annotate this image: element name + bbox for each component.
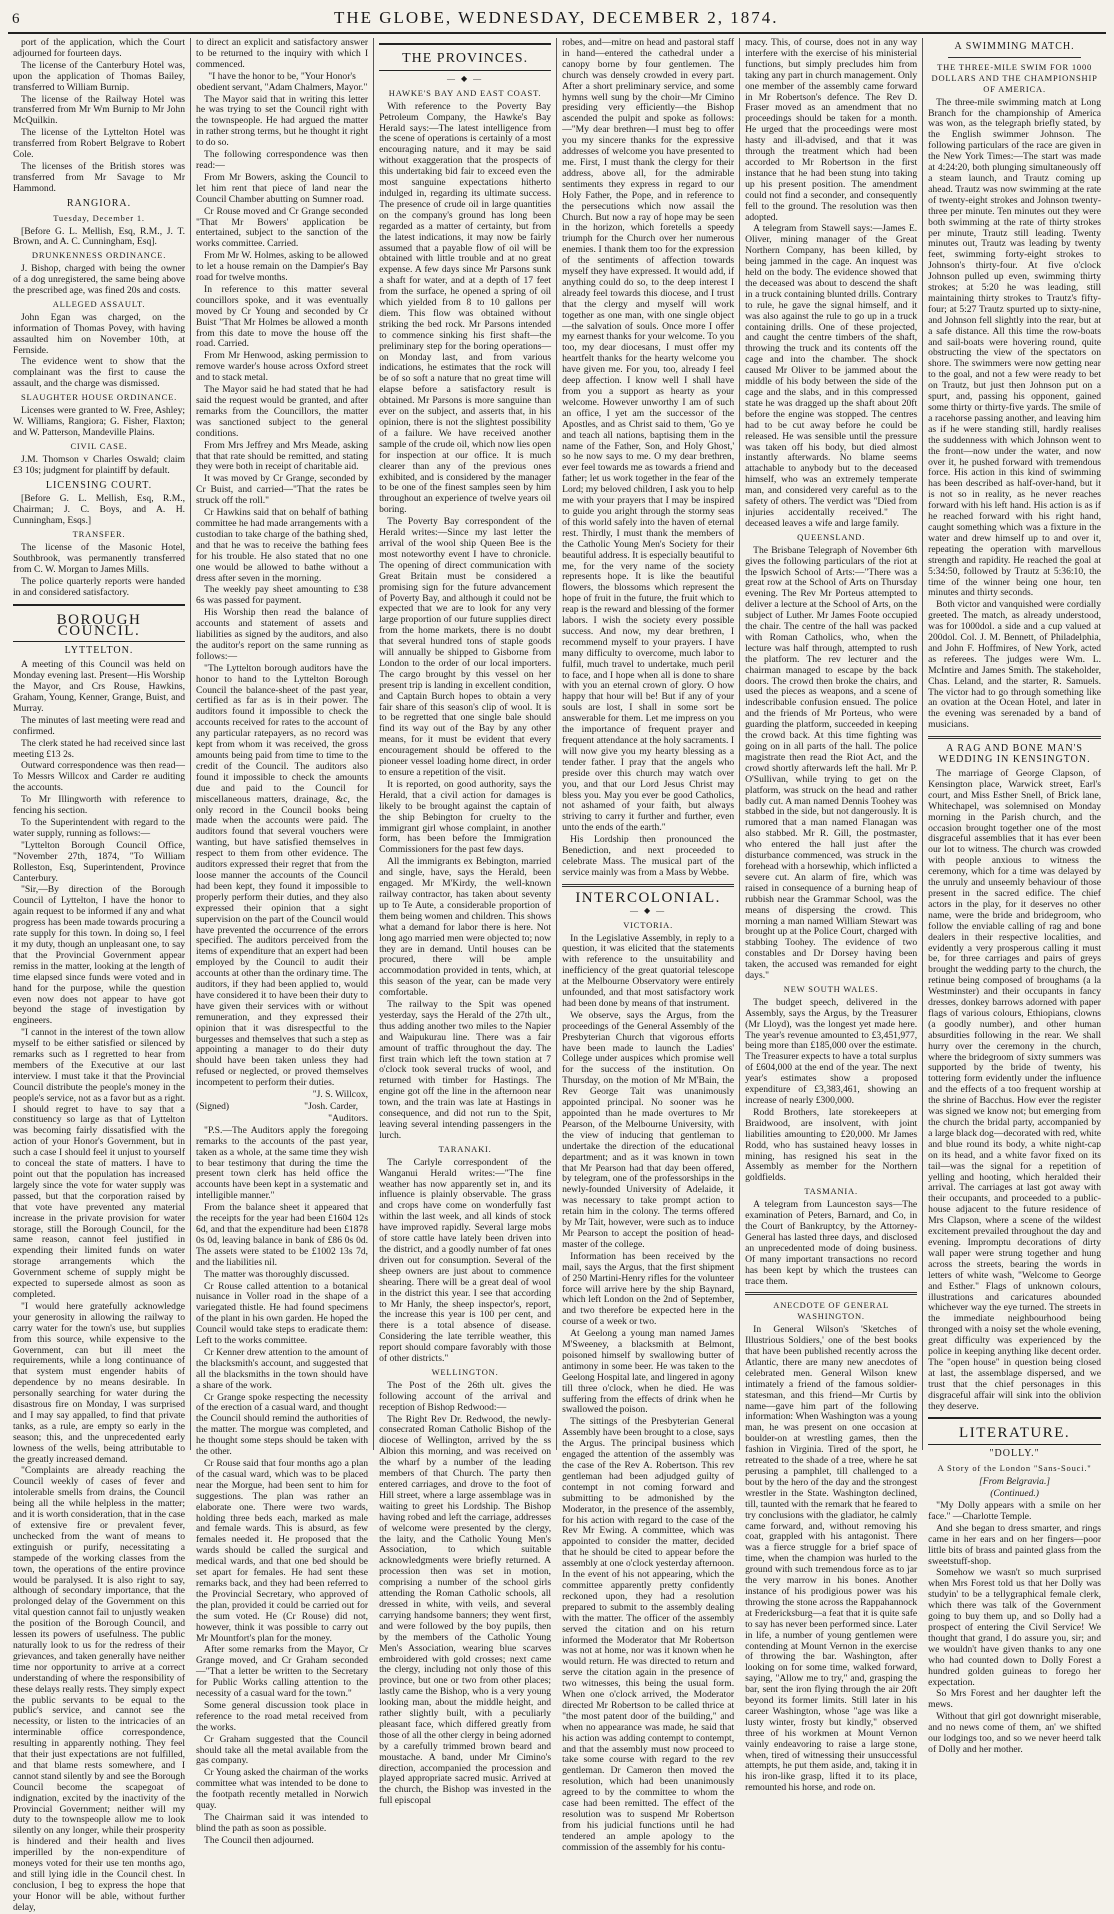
subheading: THE THREE-MILE SWIM FOR 1000 DOLLARS AND THE CHAMPIONSHIP OF AMERICA. xyxy=(931,61,1098,94)
signed-label xyxy=(196,1102,368,1113)
paragraph: In reference to this matter several councillors spoke, and it was eventually moved by Cr Young and seconded by Cr Buist "That Mr Holmes be allowed a month from this date to move the house off the road. Carried. xyxy=(196,283,369,350)
paragraph: Cr Rouse called attention to a botanical nuisance in Voller road in the shape of a variegated thistle. He had found specimens of the plant in his own garden. He hoped the Council would take steps to eradicate them: Left to the works committee. xyxy=(196,1280,369,1347)
paragraph: "P.S.—The Auditors apply the foregoing remarks to the accounts of the past year, taken as a whole, at the same time they wish to bear testimony that during the time the present town clerk has held office the accounts have been kept in a systematic and intelligible manner." xyxy=(196,1124,369,1202)
paragraph: With reference to the Poverty Bay Petroleum Company, the Hawke's Bay Herald says:—The latest intelligence from the scene of operations is certainly of a most encouraging nature, and it may be said without exaggeration that the prospects of this undertaking bid fair to exceed even the most sanguine expectations hitherto indulged in, regarding its ultimate success. The presence of crude oil in large quantities on the company's ground has long been regarded as a matter of certainty, but from the latest indications, it may now be fairly assumed that a payable flow of oil will be obtained with little trouble and at no great expense. A few days since Mr Parsons sunk a shaft for water, and at a depth of 17 feet from the surface, he opened a spring of oil which yielded from 8 to 10 gallons per diem. This flow was obtained without striking the bed rock. Mr Parsons intended to commence sinking his first shaft—the preliminary step for the boring operations—on Monday last, and from various indications, he estimates that the rock will be of so soft a nature that no great time will elapse before a satisfactory result is obtained. Mr Parsons is more sanguine than ever on the subject, and asserts that, in his opinion, there is not the slightest possibility of a failure. We have received another sample of the crude oil, which now lies open for inspection at our office. It is much clearer than any of the previous ones exhibited, and is considered by the manager to be one of the finest samples seen by him throughout an experience of twelve years oil boring. xyxy=(379,100,552,516)
paragraph: "The Lyttelton borough auditors have the honor to hand to the Lyttelton Borough Council the balance-sheet of the past year, certified as far as is in their power. The auditors found it impossible to check the accounts received for rates to the account of any particular ratepayers, as no record was kept from whom it was received, the gross amounts being paid from time to time to the credit of the Council. The auditors also found it impossible to check the amounts due and paid to the Council for miscellaneous matters, drainage, &c, the only record in the Council books being made when the accounts were paid. The auditors found that several vouchers were wanting, but have satisfied themselves in respect to them from other evidence. The auditors expressed their regret that from the loose manner the accounts of the Council had been kept, they found it impossible to properly perform their duties, and they also expressed their opinion that a sight supervision on the part of the Council would have prevented the occurrence of the errors specified. The auditors perceived from the items of expenditure that an expert had been employed by the Council to audit their accounts at other than the ordinary time. The auditors, if they had been applied to, would have considered it to have been their duty to have given their services with or without remuneration, and they expressed their opinion that it was disrespectful to the burgesses and themselves that such a step as appointing a manager to do their duty should have been taken unless they had refused or neglected, or proved themselves incompetent to perform their duties. xyxy=(196,662,369,1089)
paragraph: His Worship then read the balance of accounts and statement of assets and liabilities as signed by the auditors, and also the auditor's report on the same running as follows:— xyxy=(196,607,369,662)
paragraph: From Mr Bowers, asking the Council to let him rent that piece of land near the Council Chamber abutting on Sumner road. xyxy=(196,171,369,205)
column-1 xyxy=(8,37,191,1913)
heading-intercolonial: INTERCOLONIAL. xyxy=(575,889,721,906)
subheading: ANECDOTE OF GENERAL WASHINGTON. xyxy=(773,1300,890,1322)
paragraph: From the balance sheet it appeared that the receipts for the year had been £1604 12s 6d, and that the expenditure had been £1878 0s 0d, leaving balance in bank of £86 0s 0d. The assets were stated to be £1002 13s 7d, and the liabilities nil. xyxy=(196,1202,369,1268)
dateline: Tuesday, December 1. xyxy=(53,212,145,223)
paragraph: So Mrs Forest and her daughter left the mews. xyxy=(928,1688,1102,1711)
paragraph: From Mr W. Holmes, asking to be allowed to let a house remain on the Dampier's Bay road for twelve months. xyxy=(196,250,369,284)
continued-line: (Continued.) xyxy=(990,1488,1039,1500)
paragraph: All the immigrants ex Bebington, married and single, have, says the Herald, been engaged. Mr M'Kirdy, the well-known railway contractor, has taken about seventy up to Te Aute, a considerable proportion of them being women and children. This shows what a demand for labor there is here. Not long ago married men were objected to; now they are in demand. Until houses can be procured, there will be ample accommodation provided in tents, which, at this season of the year, can be made very comfortable. xyxy=(379,856,552,999)
signature: "J. S. Willcox, xyxy=(312,1089,369,1101)
paragraph: To Mr Illingworth with reference to fencing his section. xyxy=(13,794,186,817)
paragraph: "My Dolly appears with a smile on her face." —Charlotte Temple. xyxy=(928,1500,1102,1522)
subheading: CIVIL CASE. xyxy=(70,440,128,451)
paragraph: The Mayor said he had stated that he had said the request would be granted, and after remarks from the Councillors, the matter was sanctioned subject to the general conditions. xyxy=(196,384,369,439)
columns xyxy=(8,37,1106,1913)
heading-rag-and-bone: A RAG AND BONE MAN'S WEDDING IN KENSINGTON. xyxy=(938,743,1091,766)
paragraph: The Post of the 26th ult. gives the following account of the arrival and reception of Bishop Redwood:— xyxy=(379,1379,552,1413)
paragraph: The licenses of the British stores was transferred from Mr Savage to Mr Hammond. xyxy=(13,160,186,194)
paragraph: The clerk stated he had received since last meeting £13 2s. xyxy=(13,737,186,760)
newspaper-title: THE GLOBE, WEDNESDAY, DECEMBER 2, 1874. xyxy=(333,8,779,27)
heading-literature: LITERATURE. xyxy=(959,1425,1071,1442)
paragraph: The following correspondence was then read:— xyxy=(196,149,369,171)
heading-licensing-court: LICENSING COURT. xyxy=(45,479,153,491)
paragraph: J. Bishop, charged with being the owner of a dog unregistered, the same being above the prescribed age, was fined 20s and costs. xyxy=(13,263,186,297)
paragraph: The Chairman said it was intended to blind the path as soon as possible. xyxy=(196,1812,369,1834)
paragraph: Cr Hawkins said that on behalf of bathing committee he had made arrangements with a custodian to take charge of the bathing shed, and that he was to receive the bathing fees for his trouble. He also stated that no one one would be allowed to bathe without a dress after seven in the morning. xyxy=(196,507,369,584)
paragraph: The Mayor said that in writing this letter he was trying to set the Council right with the townspeople. He had argued the matter in rather strong terms, but he thought it right to do so. xyxy=(196,93,369,149)
paragraph: To the Superintendent with regard to the water supply, running as follows:— xyxy=(13,817,186,839)
paragraph: It is reported, on good authority, says the Herald, that a civil action for damages is likely to be brought against the captain of the ship Bebington for cruelty to the immigrant girl whose complaint, in another form, has been before the Immigration Commissioners for the past few days. xyxy=(379,778,552,856)
divider xyxy=(928,736,1101,739)
paragraph: A meeting of this Council was held on Monday evening last. Present—His Worship the Mayor, and Crs Rouse, Hawkins, Graham, Young, Kenner, Grange, Buist, and Murray. xyxy=(13,659,186,714)
paragraph: Without that girl got downright miserable, and no news come of them, an' we shifted our lodgings too, and so we never heerd talk of Dolly and her mother. xyxy=(928,1711,1102,1755)
paragraph: The license of the Canterbury Hotel was, upon the application of Thomas Bailey, transferred to William Burnip. xyxy=(13,59,186,93)
paragraph: The police quarterly reports were handed in and considered satisfactory. xyxy=(13,575,186,598)
subheading: TASMANIA. xyxy=(804,1186,858,1197)
paragraph: From Mrs Jeffrey and Mrs Meade, asking that that rate should be remitted, and stating they were both in receipt of charitable aid. xyxy=(196,439,369,473)
paragraph: J.M. Thomson v Charles Oswald; claim £3 10s; judgment for plaintiff by default. xyxy=(13,453,186,476)
letter-signoff: "I have the honor to be, "Your Honor's obedient servant, "Adam Chalmers, Mayor." xyxy=(196,70,368,93)
subheading: TARANAKI. xyxy=(438,1143,492,1154)
subheading: TRANSFER. xyxy=(72,529,126,540)
heading-swimming-match: A SWIMMING MATCH. xyxy=(954,41,1075,52)
page-number: 6 xyxy=(12,11,21,27)
heading-lyttelton: LYTTELTON. xyxy=(64,645,134,657)
paragraph: "I cannot in the interest of the town allow myself to be either satisfied or silenced by remarks such as I regretted to hear from members of the Executive at our last interview. I must take it that the Provincial Council distribute the people's money in the people's service, not as a favor but as a right. I should regret to have to say that a constituency so large as that of Lyttelton was becoming fairly dissatisfied with the action of your Honor's Government, but in such a case I should feel it unjust to yourself to conceal the state of matters. I have to point out that the population has increased largely since the vote for water supply was passed, but that the corporation raised by that vote have prevented any material increase in the private provision for water storage, still the Borough Council, for the same reason, cannot feel justified in expending their limited funds on water storage arrangements which the Government scheme of supply might be expected to supersede almost as soon as completed. xyxy=(13,1027,186,1300)
paragraph: Licenses were granted to W. Free, Ashley; W. Williams, Rangiora; G. Fisher, Flaxton; and W. Patterson, Mandeville Plains. xyxy=(13,405,186,438)
paragraph: "Complaints are already reaching the Council weekly of cases of fever and intolerable smells from drains, the Council being all the while helpless in the matter; and it is worth consideration, that in the case of extensive fire or prevalent fever, unchecked from the want of means to extinguish or purify, necessitating a stampede of the working classes from the town, the operations of the entire province would be paralysed. It is also right to say, although of secondary importance, that the prolonged delay of the Government on this vital question cannot fail to unjustly weaken the position of the Borough Council, and lessen its powers of usefulness. The public naturally look to us for the redress of their grievances, and taken generally have neither time nor opportunity to arrive at a correct understanding of where the responsibility of these delays really rests. They simply expect the public servants to be equal to the public's service, and cannot see the necessity, or listen to the intricacies of an interminable office correspondence, resulting in apparently nothing. They feel that their just expectations are not fulfilled, and that blame rests somewhere, and I cannot stand silently by and see the Borough Council become the scapegoat of indignation, excited by the inactivity of the Provincial Government; neither will my duty to the townspeople allow me to look silently on any longer, while their prosperity is hindered and their health and lives imperilled by the non-expenditure of moneys voted for their use ten months ago, and still lying idle in the Council chest. In conclusion, I beg to express the hope that your Honor will be able, without further delay, xyxy=(13,1465,186,1913)
paragraph: The license of the Masonic Hotel, Southbrook, was permanently transferred from C. W. Morgan to James Mills. xyxy=(13,542,186,575)
signature: "Josh. Carder, xyxy=(304,1101,359,1112)
heading-borough-council: BOROUGH COUNCIL. xyxy=(56,611,142,639)
paragraph: A telegram from Launceston says—The examination of Peters, Barnard, and Co, in the Court of Bankruptcy, by the Attorney-General has lasted three days, and disclosed an unprecedented mode of doing business. Of many important transactions no record has been kept by which the trustees can trace them. xyxy=(745,1199,918,1287)
paragraph: Cr Graham suggested that the Council should take all the metal available from the gas company. xyxy=(196,1733,369,1767)
subheading: SLAUGHTER HOUSE ORDINANCE. xyxy=(20,392,178,403)
paragraph: His Lordship then pronounced the Benediction, and next proceeded to celebrate Mass. The musical part of the service mainly was from a Mass by Webbe. xyxy=(562,834,735,878)
paragraph: The Brisbane Telegraph of November 6th gives the following particulars of the riot at the Ipswich School of Arts:—"There was a great row at the School of Arts on Thursday evening. The Rev Mr Porteus attempted to deliver a lecture at the School of Arts, on the subject of Luther. Mr James Foote occupied the chair. The centre of the hall was packed with Roman Catholics, who, when the lecture was half through, attempted to rush the platform. The rev lecturer and the chairman managed to escape by the back doors. The crowd then broke the chairs, and used the pieces as weapons, and a scene of indescribable confusion ensued. The police and the friends of Mr Porteus, who were guarding the platform, succeeded in keeping the crowd back. At this time fighting was going on in all parts of the hall. The police magistrate then read the Riot Act, and the crowd shortly afterwards left the hall. Mr P. O'Sullivan, while trying to get on the platform, was struck on the head and rather badly cut. A man named Dennis Toohey was stabbed in the side, but not dangerously. It is rumored that a man named Flanagan was also stabbed. Mr R. Gill, the postmaster, who entered the hall just after the disturbance commenced, was struck in the forehead with a horsewhip, which inflicted a severe cut. An alarm of fire, which was raised in consequence of a burning heap of rubbish near the Grammar School, was the means of dispersing the crowd. This morning a man named William Stewart was brought up at the Police Court, charged with stabbing Toohey. The evidence of two constables and Dr Dorsey having been taken, the accused was remanded for eight days." xyxy=(745,544,918,982)
subheading: VICTORIA. xyxy=(623,919,673,930)
paragraph: The evidence went to show that the complainant was the first to cause the assault, and the charge was dismissed. xyxy=(13,356,186,390)
column-6 xyxy=(923,38,1106,1755)
paragraph: The Right Rev Dr. Redwood, the newly-consecrated Roman Catholic Bishop of the diocese of Wellington, arrived by the ss Albion this morning, and was received on the wharf by a number of the leading members of that Church. The party then entered carriages, and drove to the foot of Hill street, where a large assemblage was in waiting to greet his Lordship. The Bishop having robed and left the carriage, addresses of welcome were presented by the clergy, the laity, and the Catholic Young Men's Association, to which suitable acknowledgments were briefly returned. A procession then was set in motion, comprising a number of the school girls attending the Roman Catholic schools, all dressed in white, with veils, and several carrying handsome banners; they went first, and were followed by the boy pupils, then by the members of the Catholic Young Men's Association, wearing blue scarves embroidered with gold crosses; next came the clergy, including not only those of this province, but one or two from other places; lastly came the Bishop, who is a very young looking man, about the middle height, and rather slightly built, with a peculiarly pleasant face, which differed greatly from those of all the other clergy in being adorned by a carefully trimmed brown beard and moustache. A band, under Mr Cimino's direction, accompanied the procession and played appropriate sacred music. Arrived at the church, the Bishop was invested in the full episcopal xyxy=(379,1413,552,1807)
paragraph: The Poverty Bay correspondent of the Herald writes:—Since my last letter the arrival of the wool ship Queen Bee is the most noteworthy event I have to chronicle. The opening of direct communication with Great Britain must be considered a promising sign for the future advancement of Poverty Bay, and although it could not be expected that we are to look for any very large proportion of our future supplies direct from the home markets, there is no doubt that several hundred tons of staple goods will annually be shipped to Gisborne from London to the order of our local importers. The cargo brought by this vessel on her present trip is landing in excellent condition, and Captain Burch hopes to obtain a very fair share of this season's clip of wool. It is to be regretted that one single bale should find its way out of the Bay by any other means, for it must be evident that every encouragement should be offered to the pioneer vessel loading home direct, in order to ensure a repetition of the visit. xyxy=(379,516,552,778)
heading-rangiora: RANGIORA. xyxy=(66,197,132,209)
ornament-divider: — ◆ — xyxy=(447,73,484,83)
paragraph: Cr Rouse moved and Cr Grange seconded "That Mr Bowers' application be entertained, subject to the sanction of the works committee. Carried. xyxy=(196,205,369,250)
source-line: [From Belgravia.] xyxy=(979,1476,1051,1488)
paragraph: The matter was thoroughly discussed. xyxy=(204,1268,350,1280)
paragraph: robes, and—mitre on head and pastoral staff in hand—entered the cathedral under a canopy borne by four gentlemen. The church was densely crowded in every part. After a short preliminary service, and some hymns well sung by the choir—Mr Cimino presiding very efficiently—the Bishop ascended the pulpit and spoke as follows:—"My dear brethren—I must beg to offer you my sincere thanks for the expressive addresses of welcome you have presented to me. First, I must thank the clergy for their address, above all, for the admirable sentiments they express in regard to our Holy Father, the Pope, and in reference to the persecutions which now assail the Church. But now a ray of hope may be seen in the horizon, which foretells a speedy triumph for the Church over her numerous enemies. I thank them too for the expression of the sentiments of affection towards myself they have expressed. It would add, if anything could do so, to the deep interest I already feel towards this diocese, and I trust that the clergy and myself will work together as one man, with one single object—the salvation of souls. Once more I offer my earnest thanks for your welcome. To you too, my dear diocesans, I must offer my heartfelt thanks for the hearty welcome you have given me. For you, too, already I feel deep affection. I know well I shall have from you a support as hearty as your welcome. However unworthy I am of such an office, I yet am the successor of the Apostles, and as Christ said to them, 'Go ye and teach all nations, baptising them in the name of the Father, Son, and Holy Ghost,' so he now says to me. O my dear brethren, ever feel towards me as towards a friend and father; let us work together in the fear of the Lord; my beloved children, I ask you to help me with your prayers that I may be inspired to guide you aright through the stormy seas of this world safely into the haven of eternal rest. Thirdly, I must thank the members of the Catholic Young Men's Society for their beautiful address. It is especially beautiful to me, for the very name of the society represents hope. It is like the beautiful flowers, the blossoms which represent the hope of fruit in the future, the fruit which to reap is the reward and blessing of the former labors. I wish the society every possible success. And now, my dear brethren, I recommend myself to your prayers. I have many difficulty to overcome, much labor to fulfil, much travel to undertake, much peril to face, and I hope when all is done to share with you an eternal crown of glory. O how happy that hour will be! But if any of your souls are lost, I shall in some sort be answerable for them. Let me impress on you the importance of frequent prayer and frequent attendance at the holy sacraments. I will now give you my hearty blessing as a tender father. I pray that the angels who preside over this church may watch over you, and that our Lord Jesus Christ may bless you. May you ever be good Catholics, not ashamed of your faith, but always striving to carry it further and further, even unto the ends of the earth." xyxy=(562,37,735,834)
paragraph: Cr Rouse said that four months ago a plan of the casual ward, which was to be placed near the Morgue, had been sent to him for suggestions. The plan was rather an elaborate one. There were two wards, holding three beds each, marked as male and female wards. This is absurd, as few females needed it. He proposed that the wards should be called the surgical and medical wards, and that one bed should be set apart for females. He had sent these remarks back, and they had been referred to the Provincial Secretary, who approved of the plan, provided it could be carried out for the sum voted. He (Cr Rouse) did not, however, think it was possible to carry out Mr Mountfort's plan for the money. xyxy=(196,1458,369,1644)
divider xyxy=(948,57,1081,58)
paragraph: port of the application, which the Court adjourned for fourteen days. xyxy=(13,37,186,59)
paragraph: The license of the Railway Hotel was transferred from Mr Wm Burnip to Mr John McQuilkin. xyxy=(13,93,186,127)
subheading: ALLEGED ASSAULT. xyxy=(52,298,146,309)
paragraph: Cr Young asked the chairman of the works committee what was intended to be done to the footpath recently metalled in Norwich quay. xyxy=(196,1767,369,1812)
paragraph: In General Wilson's 'Sketches of Illustrious Soldiers,' one of the best books that have been published recently across the Atlantic, there are many new anecdotes of celebrated men. General Wilson knew intimately a friend of the famous soldier-statesman, and this friend—Mr Curtis by name—gave him part of the following information: When Washington was a young man, he was present on one occasion at boulder-on at wrestling games, then the fashion in Virginia. Tired of the sport, he retreated to the shade of a tree, where he sat perusing a pamphlet, till challenged to a bout by the hero of the day and the strongest wrestler in the State. Washington declined, till, taunted with the remark that he feared to try conclusions with the gladiator, he calmly came forward, and, without removing his coat, grappled with his antagonist. There was a fierce struggle for a brief space of time, when the champion was hurled to the ground with such tremendous force as to jar the very marrow in his bones. Another instance of his prodigious power was his throwing the stone across the Rappahannock at Fredericksburg—a feat that it is quite safe to say has never been performed since. Later in life, a number of young gentlemen were contending at Mount Vernon in the exercise of throwing the bar. Washington, after looking on for some time, walked forward, saying, "Allow me to try," and, grasping the bar, sent the iron flying through the air 20ft beyond its former limits. Still later in his career Washington, whose "age was like a lusty winter, frosty but kindly," observed three of his workmen at Mount Vernon vainly endeavoring to raise a large stone, when, tired of witnessing their unsuccessful attempts, he put them aside, and, taking it in his iron-like grasp, lifted it to its place, remounted his horse, and rode on. xyxy=(745,1324,918,1794)
signed-text: (Signed) xyxy=(196,1101,230,1112)
paragraph: "I would here gratefully acknowledge your generosity in allowing the railway to carry water for the town's use, but supplies from this source, while expensive to the Government, can but ill meet the requirements, while a long continuance of that system must engender habits of dependence by no means desirable. In personally searching for water during the disastrous fire on Monday, I was surprised and I may say appalled, to find that private tanks, as a rule, are empty so early in the season; this, and the unprecedented early lowness of the wells, being attributable to the greatly increased demand. xyxy=(13,1300,186,1465)
column-4 xyxy=(557,37,740,1853)
paragraph: [Before G. L. Mellish, Esq, R.M., J. T. Brown, and A. C. Cunningham, Esq]. xyxy=(13,225,186,248)
paragraph: We observe, says the Argus, from the proceedings of the General Assembly of the Presbyterian Church that vigorous efforts have been made to launch the Ladies' College under auspices which promise well for the success of the institution. On Thursday, on the motion of Mr M'Bain, the Rev George Tait was unanimously appointed principal. No sooner was he appointed than he made overtures to Mr Pearson, of the Melbourne University, with the view of inducing that gentleman to undertake the direction of the educational department; and as it was known in town that Mr Pearson had that day been offered, by telegram, one of the professorships in the newly-founded University of Adelaide, it was necessary to take prompt action to retain him in the colony. The terms offered by Mr Tait, however, were such as to induce Mr Pearson to accept the position of head-master of the college. xyxy=(562,1009,735,1250)
paragraph: John Egan was charged, on the information of Thomas Povey, with having assaulted him on November 10th, at Fernside. xyxy=(13,311,186,356)
subheading: QUEENSLAND. xyxy=(797,531,866,542)
story-title: "DOLLY." xyxy=(989,1448,1040,1460)
paragraph: It was moved by Cr Grange, seconded by Cr Buist, and carried—"That the rates be struck off the roll." xyxy=(196,473,369,507)
masthead xyxy=(8,6,1106,34)
signature: "Auditors. xyxy=(328,1112,369,1124)
paragraph: And she began to dress smarter, and rings came in her ears and on her fingers—poor little bits of brass and painted glass from the sweetstuff-shop. xyxy=(928,1522,1102,1567)
subheading: WELLINGTON. xyxy=(431,1366,499,1377)
ornament-divider: — ◆ — xyxy=(630,905,667,915)
paragraph: The railway to the Spit was opened yesterday, says the Herald of the 27th ult., thus adding another two miles to the Napier and Waipukurau line. There was a fair amount of traffic throughout the day. The first train which left the town station at 7 o'clock took several trucks of wool, and returned with timber for Hastings. The engine got off the line in the afternoon near town, and the train was late at Hastings in consequence, and did not run to the Spit, leaving several intending passengers in the lurch. xyxy=(379,999,552,1141)
paragraph: The minutes of last meeting were read and confirmed. xyxy=(13,714,186,737)
paragraph: [Before G. L. Mellish, Esq, R.M., Chairman; J. C. Boys, and A. H. Cunningham, Esqs.] xyxy=(13,493,186,527)
divider xyxy=(745,1292,917,1295)
heading-the-provinces: THE PROVINCES. xyxy=(402,51,529,66)
paragraph: Outward correspondence was then read—To Messrs Willcox and Carder re auditing the accounts. xyxy=(13,760,186,794)
paragraph: From Mr Henwood, asking permission to remove warder's house across Oxford street and to stack metal. xyxy=(196,350,369,384)
paragraph: The weekly pay sheet amounting to £38 6s was passed for payment. xyxy=(196,584,369,607)
paragraph: The Council then adjourned. xyxy=(204,1834,314,1846)
paragraph: The sittings of the Presbyterian General Assembly have been brought to a close, says the Argus. The principal business which engaged the attention of the assembly was the case of the Rev A. Robertson. This rev gentleman had been adjudged guilty of contempt in not coming forward and submitting to be admonished by the Moderator, in the presence of the assembly, for his action with regard to the case of the Rev Mr Ewing. A committee, which was appointed to consider the matter, decided that he should be cited to appear before the assembly at one o'clock yesterday afternoon. In the event of his not appearing, which the committee apparently pretty confidently reckoned upon, they had a resolution prepared to submit to the assembly dealing with the matter. The officer of the assembly served the citation and on his return informed the Moderator that Mr Robertson was not at home, nor was it known when he would return. He was directed to return and serve the citation again in the presence of two witnesses, this being the usual form. When one o'clock arrived, the Moderator directed Mr Robertson to be called thrice at "the most patent door of the building," and when no appearance was made, he said that his action was adding contempt to contempt, and that the assembly must now proceed to take some course with regard to the rev gentleman. Dr Cameron then moved the resolution, which had been unanimously agreed to by the committee to whom the case had been remitted. The effect of the resolution was to suspend Mr Robertson from his judicial functions until he had tendered an ample apology to the commission of the assembly for his contu- xyxy=(562,1416,735,1853)
subheading: NEW SOUTH WALES. xyxy=(783,983,879,994)
paragraph: "Lyttelton Borough Council Office, "November 27th, 1874, "To William Rolleston, Esq, Superintendent, Province Canterbury. xyxy=(13,839,186,884)
divider xyxy=(562,884,734,887)
column-2 xyxy=(191,37,374,1846)
paragraph: Information has been received by the mail, says the Argus, that the first shipment of 250 Martini-Henry rifles for the volunteer force will arrive here by the ship Baynard, which left London on the 2nd of September, and two therefore be expected here in the course of a week or two. xyxy=(562,1250,735,1328)
paragraph: Rodd Brothers, late storekeepers at Braidwood, are insolvent, with joint liabilities amounting to £20,000. Mr James Rodd, who has sustained heavy losses in mining, has resigned his seat in the Assembly as member for the Northern goldfields. xyxy=(745,1106,918,1184)
paragraph: The three-mile swimming match at Long Branch for the championship of America was won, as the telegraph briefly stated, by the English swimmer Johnson. The following particulars of the race are given in the New York Times:—The start was made at 4:24:20, both plunging simultaneously off a steam launch, and Trautz coming up ahead. Trautz was now swimming at the rate of twenty-eight strokes and Johnson twenty-three per minute. Ten minutes out they were both swimming at the rate of thirty strokes per minute, Trautz still leading. Twenty minutes out, Trautz was leading by twenty feet, swimming forty-eight strokes to Johnson's thirty-four. At five o'clock Johnson pulled up even, swimming thirty strokes; at 5:20 he was leading, still maintaining thirty strokes to Trautz's fifty-four; at 5:27 Trautz spurted up to sixty-nine, and Johnson fell slightly into the rear, but at a safe distance. All this time the row-boats and sail-boats were hovering round, quite obstructing the view of the spectators on shore. The swimmers were now getting near to the goal, and not a few were ready to bet on Trautz, but just then Johnson put on a spurt, and, passing his opponent, gained some thirty or thirty-five yards. The smile of a racehorse passing another, and leaving him as if he were standing still, hardly realises the suddenness with which Johnson went to the front—now under the water, and now over it, he pushed forward with tremendous force. His action in this kind of swimming has been described as half-over-hand, but it is not so in reality, as he never reaches forward with his left hand. His action is as if he reached forward with his right hand, caught something which was a fixture in the water and drew himself up to and over it, repeating the operation with marvellous strength and rapidity. He reached the goal at 5:34:50, followed by Trautz at 5:36:10, the time of the winner being one hour, ten minutes and thirty seconds. xyxy=(928,96,1102,599)
paragraph: Both victor and vanquished were cordially greeted. The match, as already understood, was for 1000dol. a side and a cup valued at 200dol. Col. J. M. Bennett, of Philadelphia, and John F. Hoffmires, of New York, acted as referees. The judges were Wm. L. McIntire and James Smith. The stakeholder, Chas. Leland, and the starter, R. Samuels. The victor had to go through something like an ovation at the Ocean Hotel, and later in the evening was serenaded by a band of musicians. xyxy=(928,599,1102,731)
paragraph: After some remarks from the Mayor, Cr Grange moved, and Cr Graham seconded—"That a letter be written to the Secretary for Public Works calling attention to the necessity of a casual ward for the town." xyxy=(196,1644,369,1700)
paragraph: "Sir,—By direction of the Borough Council of Lyttelton, I have the honor to again request to be informed if any and what progress has been made towards procuring a rate supply for this town. In doing so, I feel it my duty, though an unpleasant one, to say that the Provincial Government appear remiss in the matter, looking at the length of time elapsed since funds were voted and in hand for the purpose, while the question even now does not appear to have got beyond the stage of investigation by engineers. xyxy=(13,884,186,1027)
paragraph: A telegram from Stawell says:—James E. Oliver, mining manager of the Great Northern Company, has been killed, by being jammed in the cage. An inquest was held on the body. The evidence showed that the deceased was about to descend the shaft in a truck containing blunted drills. Contrary to rule, he gave the signal himself, and it was also against the rule to go up in a truck containing drills. One of these projected, and caught the centre timbers of the shaft, throwing the truck and its contents off the cage and into the chamber. The shock caused Mr Oliver to be jammed about the middle of his body between the side of the cage and the slabs, and in this compressed state he was dragged up the shaft about 20ft before the engine was stopped. The centres had to be cut away before he could be released. He was sensible until the pressure was taken off his body, but died almost instantly afterwards. No blame seems attachable to anybody but to the deceased himself, who was an extremely temperate man, and considered very careful as to the safety of others. The verdict was "Died from injuries accidentally received." The deceased leaves a wife and large family. xyxy=(745,223,918,529)
story-subtitle: A Story of the London "Sans-Souci." xyxy=(937,1463,1092,1474)
paragraph: Some general discussion took place in reference to the road metal received from the works. xyxy=(196,1699,369,1733)
paragraph: The license of the Lyttelton Hotel was transferred from Robert Belgrave to Robert Cole. xyxy=(13,127,186,161)
paragraph: At Geelong a young man named James M'Sweeney, a blacksmith at Belmont, poisoned himself by swallowing butter of antimony in some beer. He was taken to the Geelong Hospital late, and lingered in agony till three o'clock, when he died. He was suffering from the effects of drink when he swallowed the poison. xyxy=(562,1328,735,1416)
paragraph: to direct an explicit and satisfactory answer to be returned to the inquiry with which I commenced. xyxy=(196,37,369,70)
paragraph: macy. This, of course, does not in any way interfere with the exercise of his ministerial functions, but simply precludes him from taking any part in church management. Only one member of the assembly came forward in Mr Robertson's defence. The Rev D. Fraser moved as an amendment that no proceedings should be taken for a month. He urged that the proceedings were most hasty and ill-advised, and that it was through the treatment which had been accorded to Mr Robertson in the first instance that he had been stung into taking up his present position. The amendment could not find a seconder, and consequently fell to the ground. The resolution was then adopted. xyxy=(745,37,918,223)
subheading: DRUNKENNESS ORDINANCE. xyxy=(31,250,167,261)
subheading: HAWKE'S BAY AND EAST COAST. xyxy=(388,87,542,98)
paragraph: The marriage of George Clapson, of Kensington place, Warwick street, Earl's court, and Miss Esther Snell, of Brick lane, Whitechapel, was solemnised on Monday morning in the Parish church, and the occasion brought together one of the most disgraceful assemblies that it has ever been our lot to witness. The church was crowded with people anxious to witness the ceremony, which for a time was delayed by the unruly and unseemly behaviour of those present in the sacred edifice. The chief actors in the play, for it deserves no other name, were the bride and bridegroom, who follow the enviable calling of rag and bone dealers in their respective localities, and evidently a very prosperous calling it must be, for three carriages and pairs of greys brought the wedding party to the church, the retinue being composed of broughams (a la Westminster) and their occupants in fancy dresses, donkey barrows adorned with paper flags of various colours, Ethiopians, clowns (a goodly number), and other human absurdities following in the rear. We shall hurry over the ceremony in the church, where the bridegroom of sixty summers was supported by the bride of twenty, his tottering form evidently under the influence and the effects of a too frequent worship at the shrine of Bacchus. How ever the register was signed we know not; but emerging from the church the bridal party, accompanied by a large black dog—decorated with red, white and blue round its body, a white night-cap on its head, and a white favor fixed on its tail—was the signal for a repetition of yelling and hooting, which heralded their arrival. The carriages at last got away with their occupants, and proceeded to a public-house adjacent to the future residence of Mrs Clapson, where a scene of the wildest excitement prevailed throughout the day and evening. Impromptu decorations of dirty wall paper were strung together and hung across the streets, bearing the words in letters of white wash, "Welcome to George and Esther." Flags of unknown colours, illustrations and caricatures abounded whichever way the eye turned. The streets in the immediate neighbourhood being thronged with a noisy set the whole evening, great difficulty was experienced by the police in keeping anything like decent order. The "open house" in question being closed at last, the assemblage dispersed, and we trust that the chief personages in this disgraceful affair will sink into the oblivion they deserve. xyxy=(928,768,1102,1412)
paragraph: The Carlyle correspondent of the Wanganui Herald writes:—"The fine weather has now apparently set in, and its influence is plainly observable. The grass and crops have come on wonderfully fast within the last week, and all kinds of stock have improved rapidly. Several large mobs of store cattle have lately been driven into the district, and a goodly number of fat ones driven out for consumption. Several of the sheep owners are just about to commence shearing. There will be a great deal of wool in the district this year. I see that according to Mr Hanly, the sheep inspector's, report, the increase this year is 100 per cent, and there is a total absence of disease. Considering the late terrible weather, this report should compare favorably with those of other districts." xyxy=(379,1156,552,1365)
column-5 xyxy=(740,37,923,1794)
paragraph: The budget speech, delivered in the Assembly, says the Argus, by the Treasurer (Mr Lloyd), was the longest yet made here. The year's revenue amounted to £3,451,977, being more than £185,000 over the estimate. The Treasurer expects to have a total surplus of £604,000 at the end of the year. The next year's estimates show a proposed expenditure of £3,383,461, showing an increase of nearly £300,000. xyxy=(745,996,918,1106)
paragraph: In the Legislative Assembly, in reply to a question, it was elicited that the statements with reference to the unsuitability and inefficiency of the great quatorial telescope at the Melbourne Observatory were entirely unfounded, and that most satisfactory work had been done by means of that instrument. xyxy=(562,932,735,1009)
paragraph: Somehow we wasn't so much surprised when Mrs Forest told us that her Dolly was studyin' to be a tellygraphical female clerk, which there was talk of the Government going to buy them up, and so Dolly had a prospect of entering the Civil Service! We thought that grand, I do assure you, sir; and we wouldn't have given thanks to any one who had counted down to Dolly Forest a hundred golden guineas to forego her expectation. xyxy=(928,1567,1102,1688)
paragraph: Cr Kenner drew attention to the amount of the blacksmith's account, and suggested that all the blacksmiths in the town should have a share of the work. xyxy=(196,1346,369,1391)
column-3 xyxy=(374,38,557,1807)
paragraph: Cr Grange spoke respecting the necessity of the erection of a casual ward, and thought the Council should remind the authorities of the matter. The morgue was completed, and he thought some steps should be taken with the other. xyxy=(196,1391,369,1458)
